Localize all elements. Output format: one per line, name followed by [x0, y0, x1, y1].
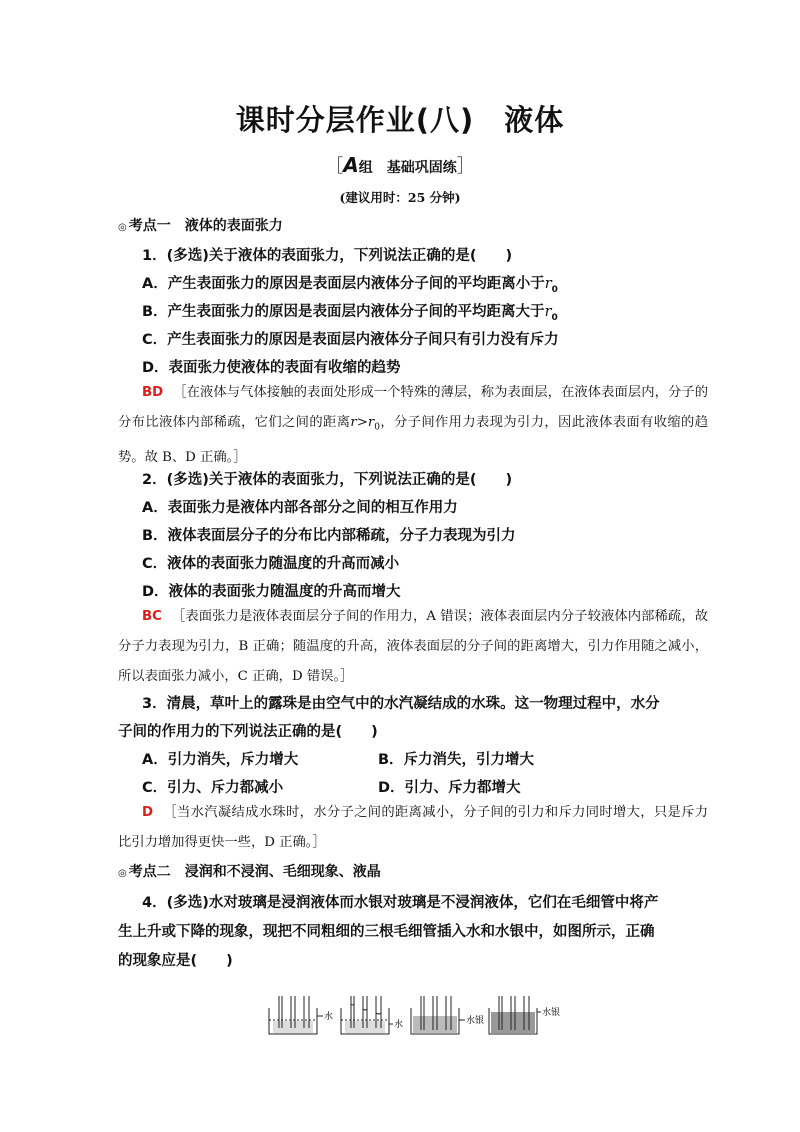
- answer-1: BD ［在液体与气体接触的表面处形成一个特殊的薄层，称为表面层，在液体表面层内，分子的分布比液体内部稀疏，它们之间的距离$r>r_0$，分子间作用力表现为引力，因此液体表面有收缩的趋势。故 B、D 正确。］: [118, 385, 709, 465]
- explanation: ［在液体与气体接触的表面处形成一个特殊的薄层，称为表面层，在液体表面层内，分子的分布比液体内部稀疏，它们之间的距离: [118, 385, 708, 430]
- question-4-stem-line-3: 的现象应是( ): [118, 953, 233, 969]
- question-2-option-b: B．液体表面层分子的分布比内部稀疏，分子力表现为引力: [142, 528, 516, 544]
- answer-key: BD: [142, 385, 164, 400]
- explanation: ［当水汽凝结成水珠时，水分子之间的距离减小，分子间的引力和斥力同时增大，只是斥力比引力增加得更快一些，D 正确。］: [118, 805, 708, 850]
- figure-label: 水银: [542, 1008, 561, 1018]
- question-1-option-a: A．产生表面张力的原因是表面层内液体分子间的平均距离小于$r_0$: [142, 276, 558, 295]
- question-1-option-d: D．表面张力使液体的表面有收缩的趋势: [142, 360, 401, 376]
- capillary-figure: [263, 996, 563, 1038]
- question-2-option-a: A．表面张力是液体内部各部分之间的相互作用力: [142, 500, 458, 516]
- group-bracket-close: ］: [456, 156, 475, 177]
- question-3-option-a: A．引力消失，斥力增大: [142, 752, 299, 768]
- group-bracket-open: ［: [325, 156, 344, 177]
- group-header: [0, 152, 800, 178]
- question-2-option-d: D．液体的表面张力随温度的升高而增大: [142, 584, 401, 600]
- topic-marker-icon: ◎: [118, 868, 127, 879]
- question-3-option-d: D．引力、斥力都增大: [378, 780, 521, 796]
- answer-key: D: [142, 805, 154, 820]
- answer-3: [118, 798, 708, 858]
- topic-label: 考点二 浸润和不浸润、毛细现象、液晶: [128, 864, 381, 880]
- answer-2: [118, 602, 708, 692]
- beaker-b: [341, 996, 393, 1034]
- topic-label: 考点一 液体的表面张力: [128, 218, 283, 234]
- question-4-stem-line-1: 4．(多选)水对玻璃是浸润液体而水银对玻璃是不浸润液体，它们在毛细管中将产: [142, 895, 659, 911]
- figure-label: 水银: [466, 1016, 485, 1026]
- figure-label: 水: [324, 1012, 334, 1022]
- answer-key: BC: [142, 609, 162, 624]
- beaker-a: [269, 996, 323, 1034]
- beaker-c: [411, 996, 465, 1034]
- topic-heading-2: [118, 862, 381, 884]
- question-4-stem-line-2: 生上升或下降的现象，现把不同粗细的三根毛细管插入水和水银中，如图所示，正确: [118, 924, 655, 940]
- explanation: ［表面张力是液体表面层分子间的作用力，A 错误；液体表面层内分子较液体内部稀疏，故分子力表现为引力，B 正确；随温度的升高，液体表面层的分子间的距离增大，引力作用随之减小，所以表面张力减小，C 正确，D 错误。］: [118, 609, 708, 684]
- group-label: 组 基础巩固练: [358, 160, 457, 176]
- question-2-option-c: C．液体的表面张力随温度的升高而减小: [142, 556, 400, 572]
- group-letter: A: [343, 153, 359, 177]
- topic-marker-icon: ◎: [118, 222, 127, 233]
- question-2-stem: 2．(多选)关于液体的表面张力，下列说法正确的是( ): [142, 472, 513, 488]
- page-title: 课时分层作业(八) 液体: [235, 103, 565, 137]
- figure-label: 水: [394, 1020, 404, 1030]
- beaker-d: [489, 996, 541, 1034]
- question-1-stem: 1．(多选)关于液体的表面张力，下列说法正确的是( ): [142, 248, 513, 264]
- suggested-time: (建议用时：25 分钟): [339, 190, 461, 205]
- question-3-stem-line-1: 3．清晨，草叶上的露珠是由空气中的水汽凝结成的水珠。这一物理过程中，水分: [142, 696, 660, 712]
- question-3-option-b: B．斥力消失，引力增大: [378, 752, 535, 768]
- topic-heading-1: [118, 216, 283, 238]
- question-3-stem-line-2: 子间的作用力的下列说法正确的是( ): [118, 724, 378, 740]
- question-3-option-c: C．引力、斥力都减小: [142, 780, 284, 796]
- question-1-option-b: B．产生表面张力的原因是表面层内液体分子间的平均距离大于$r_0$: [142, 304, 558, 323]
- question-1-option-c: C．产生表面张力的原因是表面层内液体分子间只有引力没有斥力: [142, 332, 559, 348]
